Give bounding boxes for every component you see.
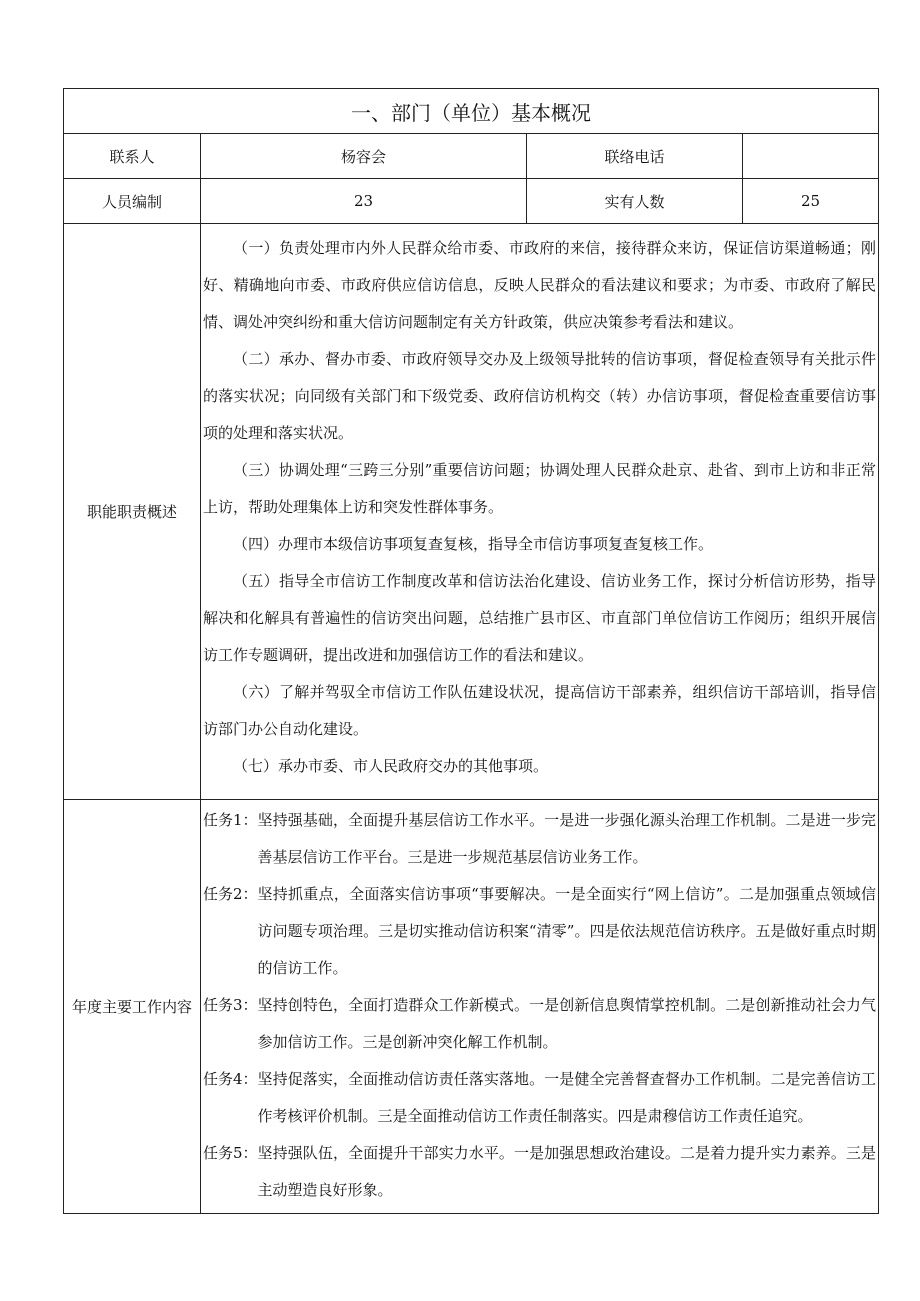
contact-value: 杨容会 [201,134,527,179]
annual-work-label: 年度主要工作内容 [64,800,201,1214]
duty-paragraph: （三）协调处理“三跨三分别”重要信访问题；协调处理人民群众赴京、赴省、到市上访和非正常上访，帮助处理集体上访和突发性群体事务。 [203,461,876,516]
basic-info-table [63,88,879,1214]
task-number: 任务4： [203,1070,258,1088]
task-item [203,876,876,987]
actual-label: 实有人数 [527,179,743,224]
task-item [203,802,876,876]
duties-content [201,224,879,800]
task-text: 坚持抓重点，全面落实信访事项“事要解决。一是全面实行“网上信访”。二是加强重点领域信访问题专项治理。三是切实推动信访积案“清零”。四是依法规范信访秩序。五是做好重点时期的信访工作。 [257,885,876,977]
task-number: 任务1： [203,811,258,829]
quota-label: 人员编制 [64,179,201,224]
duty-paragraph: （六）了解并驾驭全市信访工作队伍建设状况，提高信访干部素养，组织信访干部培训，指导信访部门办公自动化建设。 [203,683,876,738]
contact-label: 联系人 [64,134,201,179]
quota-value: 23 [201,179,527,224]
task-item [203,1135,876,1209]
task-number: 任务3： [203,996,258,1014]
duty-paragraph: （四）办理市本级信访事项复查复核，指导全市信访事项复查复核工作。 [233,535,714,553]
table-title: 一、部门（单位）基本概况 [64,89,879,134]
phone-value [743,134,879,179]
duty-paragraph: （一）负责处理市内外人民群众给市委、市政府的来信，接待群众来访，保证信访渠道畅通；刚好、精确地向市委、市政府供应信访信息，反映人民群众的看法建议和要求；为市委、市政府了解民情、调处冲突纠纷和重大信访问题制定有关方针政策，供应决策参考看法和建议。 [203,239,876,331]
duty-paragraph: （五）指导全市信访工作制度改革和信访法治化建设、信访业务工作，探讨分析信访形势，指导解决和化解具有普遍性的信访突出问题，总结推广县市区、市直部门单位信访工作阅历；组织开展信访工作专题调研，提出改进和加强信访工作的看法和建议。 [203,572,876,664]
actual-value: 25 [743,179,879,224]
task-number: 任务2： [203,885,258,903]
task-text: 坚持促落实，全面推动信访责任落实落地。一是健全完善督查督办工作机制。二是完善信访工作考核评价机制。三是全面推动信访工作责任制落实。四是肃穆信访工作责任追究。 [257,1070,876,1125]
duties-label: 职能职责概述 [64,224,201,800]
duty-paragraph: （二）承办、督办市委、市政府领导交办及上级领导批转的信访事项，督促检查领导有关批示件的落实状况；向同级有关部门和下级党委、政府信访机构交（转）办信访事项，督促检查重要信访事项的处理和落实状况。 [203,350,876,442]
task-item [203,987,876,1061]
task-text: 坚持强队伍，全面提升干部实力水平。一是加强思想政治建设。二是着力提升实力素养。三是主动塑造良好形象。 [257,1144,876,1199]
task-text: 坚持创特色，全面打造群众工作新模式。一是创新信息舆情掌控机制。二是创新推动社会力气参加信访工作。三是创新冲突化解工作机制。 [257,996,876,1051]
phone-label: 联络电话 [527,134,743,179]
duty-paragraph: （七）承办市委、市人民政府交办的其他事项。 [233,757,549,775]
task-item [203,1061,876,1135]
annual-work-content [201,800,879,1214]
task-number: 任务5： [203,1144,258,1162]
task-text: 坚持强基础，全面提升基层信访工作水平。一是进一步强化源头治理工作机制。二是进一步完善基层信访工作平台。三是进一步规范基层信访业务工作。 [257,811,876,866]
